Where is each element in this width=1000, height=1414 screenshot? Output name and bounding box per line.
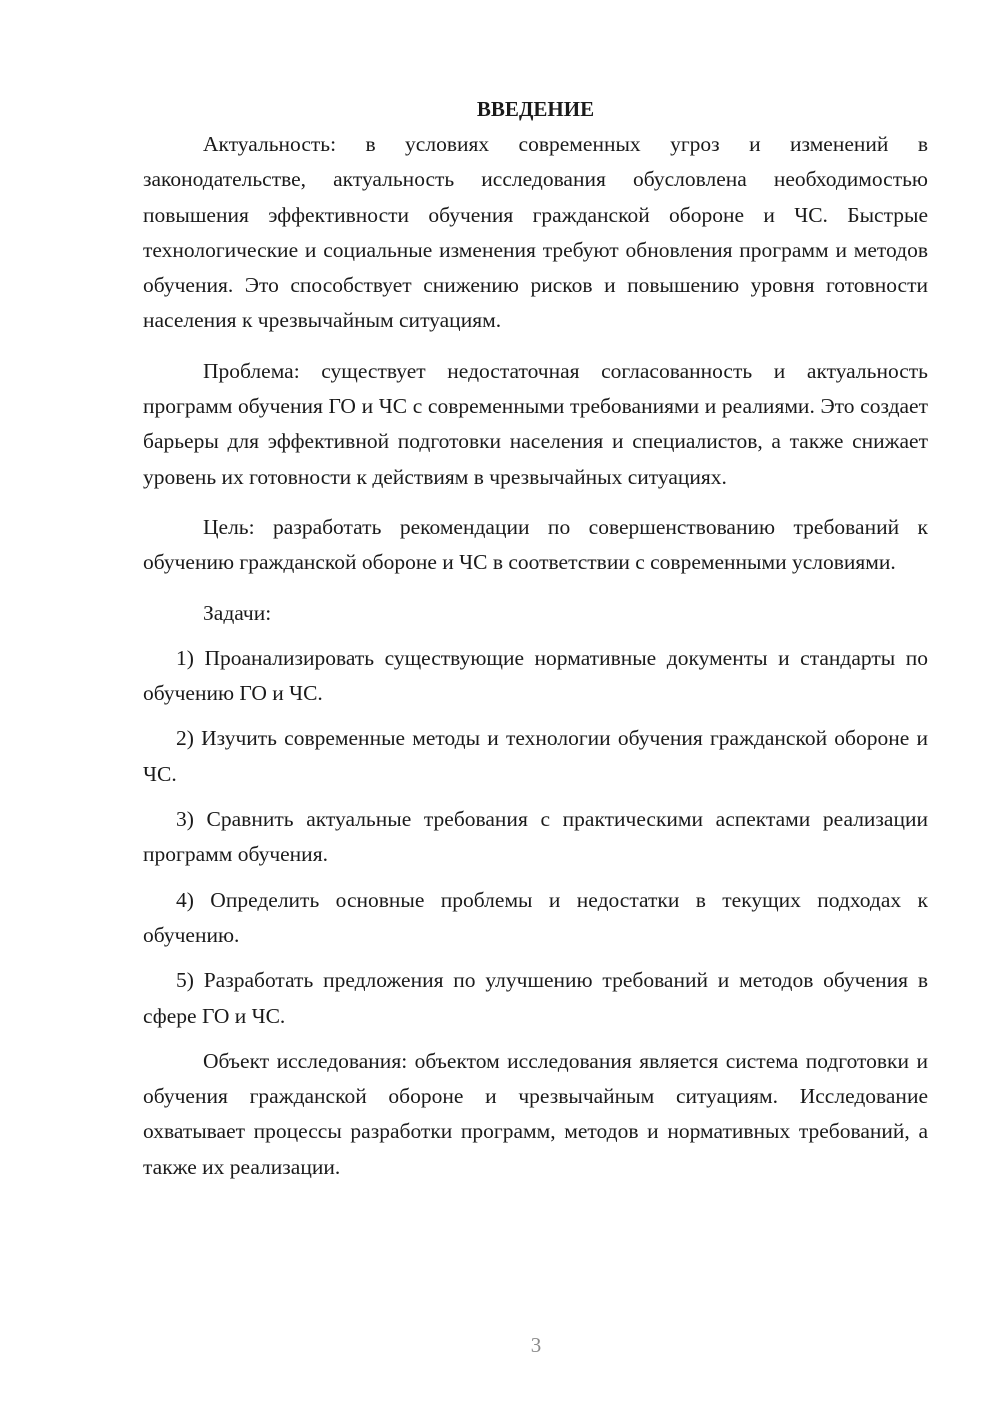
task-item-5: 5) Разработать предложения по улучшению требований и методов обучения в сфере ГО и ЧС. [143,968,928,1028]
problem-paragraph: Проблема: существует недостаточная согласованность и актуальность программ обучения ГО и ЧС с современными требованиями и реалиями. Это создает барьеры для эффективной подготовки населения и специалистов, а также снижает уровень их готовности к действиям в чрезвычайных ситуациях. [143,358,928,489]
section-title: ВВЕДЕНИЕ [476,97,595,121]
task-item-3: 3) Сравнить актуальные требования с практическими аспектами реализации программ обучения. [143,807,928,867]
goal-paragraph: Цель: разработать рекомендации по совершенствованию требований к обучению гражданской обороне и ЧС в соответствии с современными условиями. [143,514,928,575]
object-paragraph: Объект исследования: объектом исследования является система подготовки и обучения гражданской обороне и чрезвычайным ситуациям. Исследование охватывает процессы разработки программ, методов и нормативных требований, а также их реализации. [143,1048,928,1179]
page-number: 3 [530,1333,542,1357]
task-item-2: 2) Изучить современные методы и технологии обучения гражданской обороне и ЧС. [143,726,928,786]
task-item-4: 4) Определить основные проблемы и недостатки в текущих подходах к обучению. [143,887,928,947]
relevance-paragraph: Актуальность: в условиях современных угроз и изменений в законодательстве, актуальность исследования обусловлена необходимостью повышения эффективности обучения гражданской обороне и ЧС. Быстрые технологические и социальные изменения требуют обновления программ и методов обучения. Это способствует снижению рисков и повышению уровня готовности населения к чрезвычайным ситуациям. [143,132,928,333]
tasks-label: Задачи: [203,600,272,625]
task-item-1: 1) Проанализировать существующие нормативные документы и стандарты по обучению ГО и ЧС. [143,645,928,706]
document-page [143,92,928,1200]
